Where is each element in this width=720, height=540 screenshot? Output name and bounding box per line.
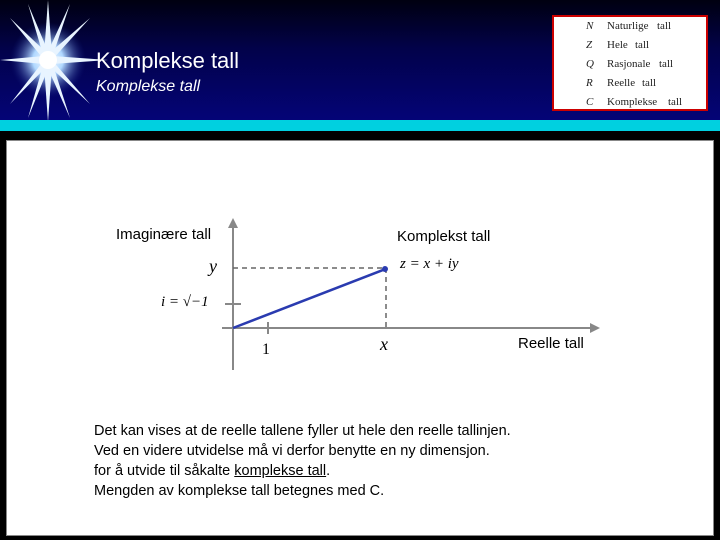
set-symbol: Z	[586, 39, 593, 51]
set-symbol: R	[586, 77, 593, 89]
real-axis-label: Reelle tall	[518, 335, 584, 352]
starburst-icon	[0, 0, 110, 122]
set-tall: tall	[657, 20, 672, 32]
complex-numbers-link[interactable]: komplekse tall	[234, 463, 327, 479]
body-line-suffix: .	[326, 463, 331, 479]
set-name: Hele	[607, 39, 628, 51]
set-tall: tall	[642, 77, 657, 89]
slide-header	[0, 0, 720, 122]
z-definition: z = x + iy	[400, 256, 459, 272]
slide-subtitle: Komplekse tall	[96, 78, 201, 95]
number-sets-box	[552, 15, 708, 111]
body-paragraph	[94, 421, 511, 501]
complex-number-label: Komplekst tall	[397, 228, 491, 245]
set-name: Reelle	[607, 77, 636, 89]
x-symbol: x	[380, 334, 388, 354]
set-symbol: Q	[586, 58, 594, 70]
set-row	[554, 96, 710, 115]
tick-one-label: 1	[262, 341, 270, 358]
imaginary-axis-label: Imaginære tall	[116, 226, 212, 243]
set-tall: tall	[635, 39, 650, 51]
set-tall: tall	[659, 58, 674, 70]
set-name: Komplekse	[607, 96, 658, 108]
set-row	[554, 58, 710, 77]
y-symbol: y	[209, 256, 217, 276]
body-line: Det kan vises at de reelle tallene fyller ut hele den reelle tallinjen.	[94, 423, 511, 439]
set-symbol: C	[586, 96, 594, 108]
body-line-prefix: for å utvide til såkalte	[94, 463, 235, 479]
body-line	[94, 461, 511, 481]
body-line: Ved en videre utvidelse må vi derfor benytte en ny dimensjon.	[94, 443, 490, 459]
accent-bar	[0, 120, 720, 131]
set-name: Naturlige	[607, 20, 649, 32]
set-name: Rasjonale	[607, 58, 651, 70]
slide-title: Komplekse tall	[96, 48, 240, 73]
body-line: Mengden av komplekse tall betegnes med C.	[94, 483, 385, 499]
set-row	[554, 77, 710, 96]
set-row	[554, 20, 710, 39]
i-definition: i = √−1	[161, 294, 209, 310]
set-row	[554, 39, 710, 58]
set-symbol: N	[586, 20, 594, 32]
set-tall: tall	[668, 96, 683, 108]
